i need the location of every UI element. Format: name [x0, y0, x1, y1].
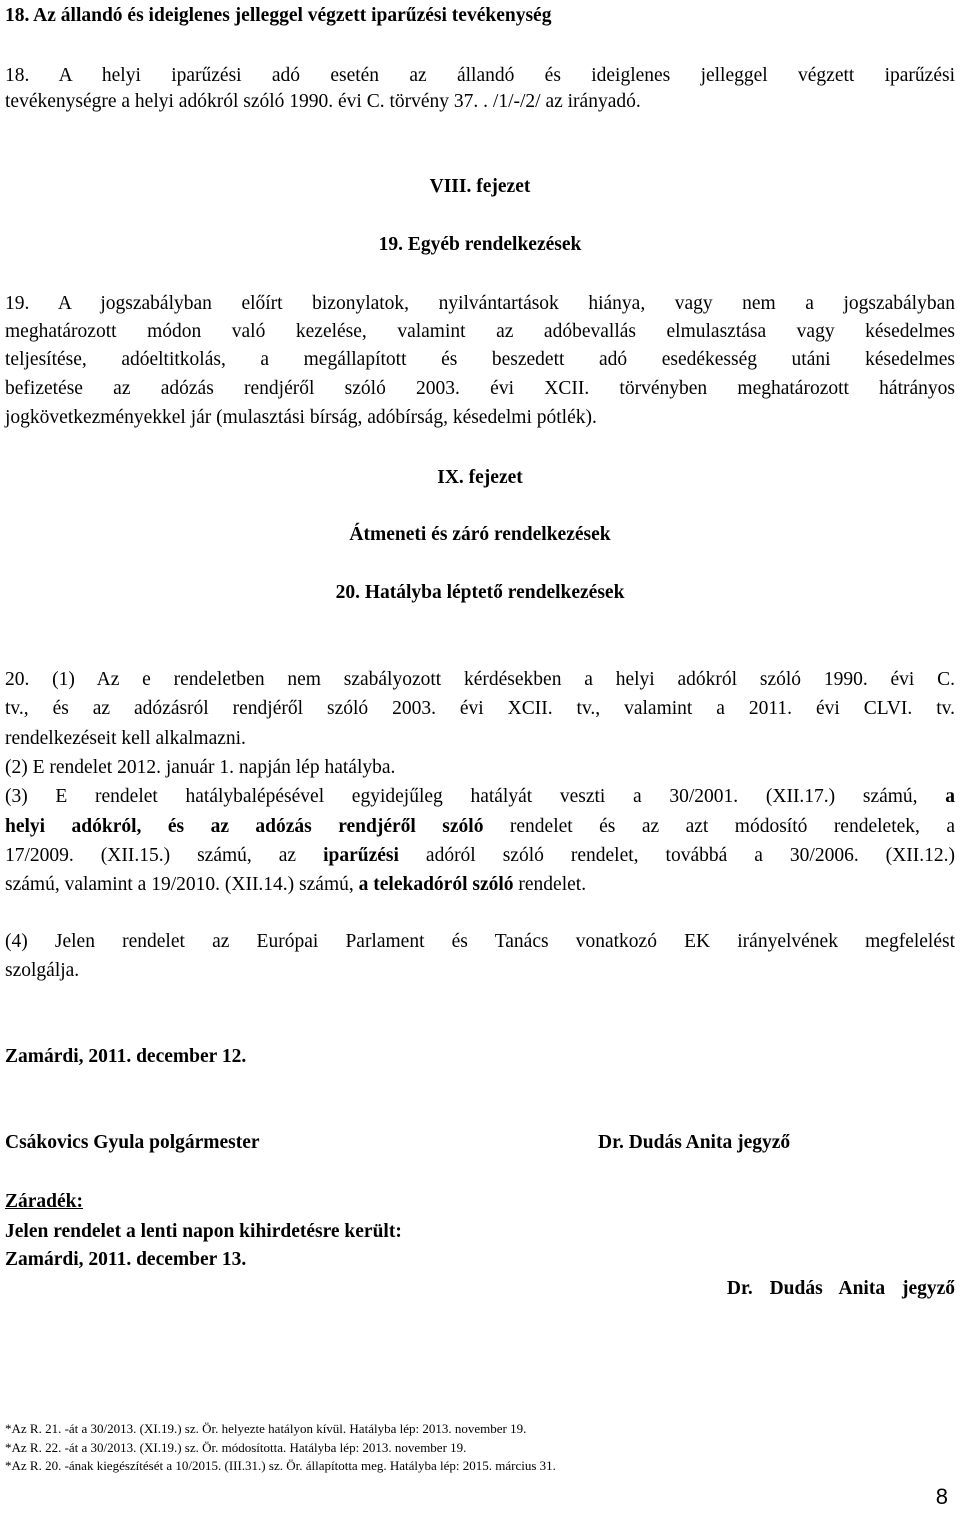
date-place: Zamárdi, 2011. december 12. [5, 1046, 247, 1067]
clause-line-2: Zamárdi, 2011. december 13. [5, 1249, 247, 1270]
section-20-p1-line-1: 20. (1) Az e rendeletben nem szabályozott kérdésekben a helyi adókról szóló 1990. évi C. [5, 669, 955, 690]
footnote-2: *Az R. 22. -át a 30/2013. (XI.19.) sz. Ör. módosította. Hatályba lép: 2013. november 19. [5, 1440, 467, 1455]
p3-line-4-bold: a telekadóról szóló [358, 874, 514, 895]
section-20-title: 20. Hatályba léptető rendelkezések [335, 582, 625, 603]
section-19-line-5: jogkövetkezményekkel jár (mulasztási bírság, adóbírság, késedelmi pótlék). [5, 407, 597, 428]
p3-line-4-text-c: rendelet. [513, 874, 587, 895]
chapter-9-subtitle: Átmeneti és záró rendelkezések [349, 524, 611, 545]
p3-line-3-text-c: adóról szóló rendelet, továbbá a 30/2006. (XII.12.) [398, 845, 955, 866]
section-20-p1-line-2: tv., és az adózásról rendjéről szóló 2003. évi XCII. tv., valamint a 2011. évi CLVI. tv. [5, 698, 955, 719]
clause-line-1: Jelen rendelet a lenti napon kihirdetésre került: [5, 1221, 402, 1242]
section-19-line-3: teljesítése, adóeltitkolás, a megállapított és beszedett adó esedékesség utáni késedelmes [5, 349, 955, 370]
footnote-3: *Az R. 20. -ának kiegészítését a 10/2015. (III.31.) sz. Ör. állapította meg. Hatályba lép: 2015. március 31. [5, 1458, 556, 1473]
section-20-p3-line-1 [5, 787, 955, 807]
clause-signer: Dr. Dudás Anita jegyző [726, 1278, 955, 1299]
p3-line-1-bold: a [945, 786, 956, 807]
section-19-line-2: meghatározott módon való kezelése, valamint az adóbevallás elmulasztása vagy késedelmes [5, 321, 955, 342]
p3-line-2-text: rendelet és az azt módosító rendeletek, a [483, 816, 955, 837]
section-20-p3-line-4 [5, 875, 586, 895]
footnote-1: *Az R. 21. -át a 30/2013. (XI.19.) sz. Ör. helyezte hatályon kívül. Hatályba lép: 2013. november 19. [5, 1421, 527, 1436]
section-20-p2: (2) E rendelet 2012. január 1. napján lép hatályba. [5, 757, 396, 778]
section-18-paragraph-line-2: tevékenységre a helyi adókról szóló 1990. évi C. törvény 37. . /1/-/2/ az irányadó. [5, 91, 641, 112]
section-19-title: 19. Egyéb rendelkezések [378, 234, 582, 255]
section-18-paragraph-line-1: 18. A helyi iparűzési adó esetén az állandó és ideiglenes jelleggel végzett iparűzési [5, 65, 955, 86]
mayor-signature: Csákovics Gyula polgármester [5, 1132, 260, 1153]
p3-line-3-bold: iparűzési [323, 845, 399, 866]
section-20-p3-line-2 [5, 817, 955, 837]
p3-line-4-text-a: számú, valamint a 19/2010. (XII.14.) számú, [5, 874, 359, 895]
chapter-8-heading: VIII. fejezet [429, 176, 531, 197]
section-20-p4-line-2: szolgálja. [5, 960, 80, 981]
section-19-line-1: 19. A jogszabályban előírt bizonylatok, nyilvántartások hiánya, vagy nem a jogszabályban [5, 293, 955, 314]
chapter-9-heading: IX. fejezet [437, 467, 523, 488]
notary-signature: Dr. Dudás Anita jegyző [598, 1132, 791, 1153]
section-20-p3-line-3 [5, 846, 955, 866]
p3-line-3-text-a: 17/2009. (XII.15.) számú, az [5, 845, 324, 866]
section-20-p1-line-3: rendelkezéseit kell alkalmazni. [5, 728, 246, 749]
page-number: 8 [935, 1484, 948, 1509]
section-18-title: 18. Az állandó és ideiglenes jelleggel végzett iparűzési tevékenység [5, 5, 552, 26]
section-20-p4-line-1: (4) Jelen rendelet az Európai Parlament és Tanács vonatkozó EK irányelvének megfelelést [5, 931, 955, 952]
p3-line-2-bold: helyi adókról, és az adózás rendjéről szóló [5, 816, 484, 837]
p3-line-1-text: (3) E rendelet hatálybalépésével egyidejűleg hatályát veszti a 30/2001. (XII.17.) számú, [5, 786, 918, 807]
clause-label: Záradék: [5, 1191, 83, 1212]
section-19-line-4: befizetése az adózás rendjéről szóló 2003. évi XCII. törvényben meghatározott hátrányos [5, 378, 955, 399]
